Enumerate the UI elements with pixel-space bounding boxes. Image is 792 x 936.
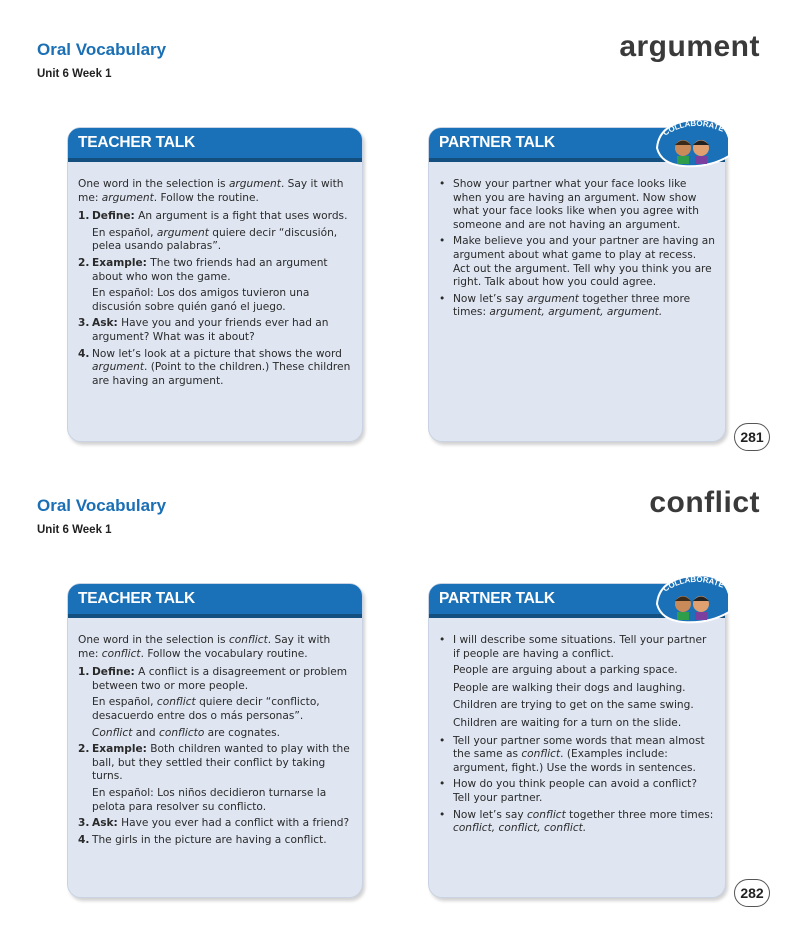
page-section-conflict xyxy=(0,456,792,912)
bullet-item: • Now let’s say conflict together three more times: conflict, conflict, conflict. xyxy=(439,808,714,835)
partner-talk-card xyxy=(428,118,726,442)
teacher-talk-body xyxy=(78,634,352,850)
vocabulary-word: argument xyxy=(619,30,760,63)
spanish-define: En español, conflict quiere decir “conflicto, desacuerdo entre dos o más personas”. xyxy=(92,696,320,722)
situation-item: People are arguing about a parking space. xyxy=(453,664,678,677)
bullet-item: • Tell your partner some words that mean almost the same as conflict. (Examples include: argument, fight.) Use the words in sentences. xyxy=(439,734,705,774)
teacher-talk-card xyxy=(67,583,363,898)
example-item: 2. Example: Both children wanted to play with the ball, but they settled their conflict by taking turns. xyxy=(78,743,350,783)
card-title: PARTNER TALK xyxy=(439,134,555,151)
define-item: 1. Define: A conflict is a disagreement or problem between two or more people. xyxy=(78,666,348,692)
card-title: TEACHER TALK xyxy=(78,134,195,151)
situation-item: People are walking their dogs and laughing. xyxy=(453,681,686,694)
spanish-define: En español, argument quiere decir “discusión, pelea usando palabras”. xyxy=(92,226,338,253)
collaborate-badge-icon xyxy=(649,112,733,170)
spanish-example: En español: Los dos amigos tuvieron una discusión sobre quién ganó el juego. xyxy=(92,287,310,313)
example-item: 2. Example: The two friends had an argument about who won the game. xyxy=(78,256,328,283)
partner-talk-body xyxy=(439,178,715,323)
partner-talk-card xyxy=(428,574,726,898)
partner-talk-body xyxy=(439,634,715,839)
ask-item: 3. Ask: Have you ever had a conflict with a friend? xyxy=(78,817,350,830)
badge-label: COLLABORATE xyxy=(661,574,726,594)
unit-label: Unit 6 Week 1 xyxy=(37,68,112,80)
card-title: TEACHER TALK xyxy=(78,590,195,607)
card-title: PARTNER TALK xyxy=(439,590,555,607)
card-header xyxy=(68,128,362,162)
page-number: 281 xyxy=(734,423,770,451)
bullet-item: • Make believe you and your partner are having an argument about what game to play at recess. Act out the argument. Tell why you think you are right. Talk about how you could agree. xyxy=(439,235,716,289)
intro-text: One word in the selection is conflict. Say it with me: conflict. Follow the vocabulary routine. xyxy=(78,634,331,660)
section-heading: Oral Vocabulary xyxy=(37,40,167,59)
card-header xyxy=(68,584,362,618)
ask-item: 3. Ask: Have you and your friends ever had an argument? What was it about? xyxy=(78,317,329,343)
page-number: 282 xyxy=(734,879,770,907)
bullet-item: • How do you think people can avoid a conflict? Tell your partner. xyxy=(439,778,697,804)
spanish-example: En español: Los niños decidieron turnarse la pelota para resolver su conflicto. xyxy=(92,786,327,813)
badge-label: COLLABORATE xyxy=(661,118,726,138)
teacher-talk-card xyxy=(67,127,363,442)
vocabulary-word: conflict xyxy=(649,486,760,519)
define-item: 1. Define: An argument is a fight that uses words. xyxy=(78,210,348,223)
unit-label: Unit 6 Week 1 xyxy=(37,524,112,536)
bullet-item: • Now let’s say argument together three more times: argument, argument, argument. xyxy=(439,292,691,319)
intro-text: One word in the selection is argument. Say it with me: argument. Follow the routine. xyxy=(78,178,344,204)
cognate-note: Conflict and conflicto are cognates. xyxy=(92,726,280,739)
situation-item: Children are waiting for a turn on the slide. xyxy=(453,716,682,729)
section-heading: Oral Vocabulary xyxy=(37,496,167,515)
collaborate-badge-icon xyxy=(649,568,733,626)
look-item: 4. The girls in the picture are having a conflict. xyxy=(78,833,327,846)
bullet-item: • Show your partner what your face looks like when you are having an argument. Now show what your face looks like when you agree with someone and are not having an argument. xyxy=(439,178,699,231)
bullet-item: • I will describe some situations. Tell your partner if people are having a conflict. xyxy=(439,634,707,660)
teacher-talk-body xyxy=(78,178,352,391)
situation-item: Children are trying to get on the same swing. xyxy=(453,699,694,712)
look-item: 4. Now let’s look at a picture that shows the word argument. (Point to the children.) These children are having an argument. xyxy=(78,347,351,387)
page-section-argument xyxy=(0,0,792,456)
